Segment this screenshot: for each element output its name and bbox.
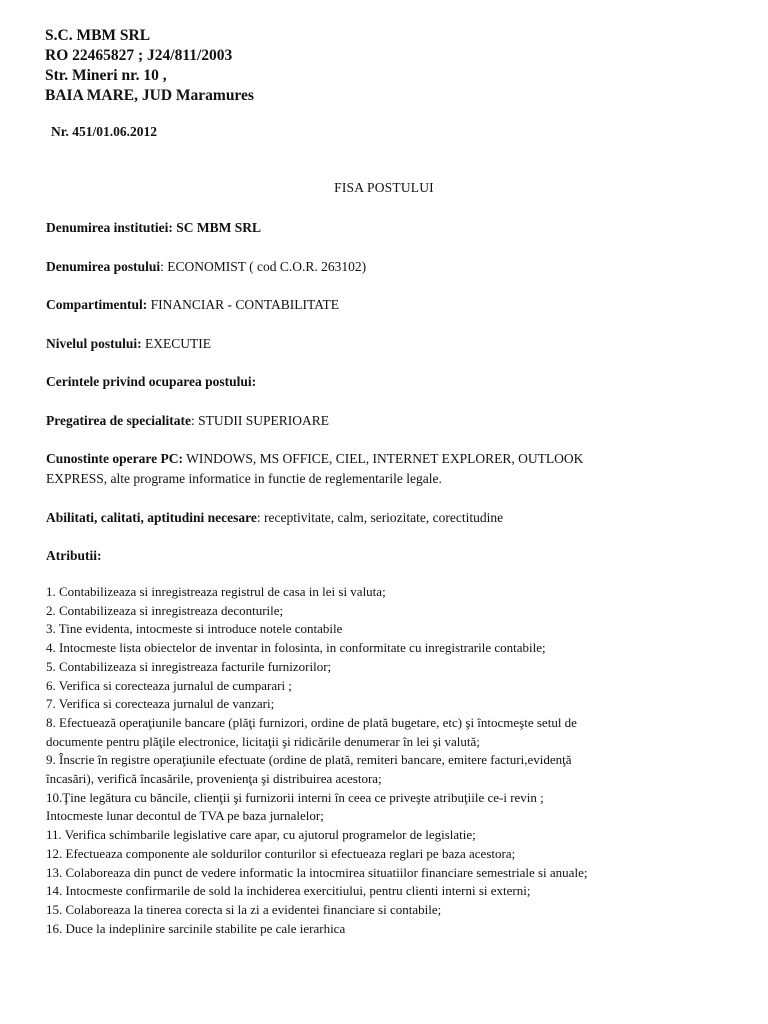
atributie-line: 14. Intocmeste confirmarile de sold la inchiderea exercitiului, pentru clienti interni si externi; — [46, 883, 531, 899]
field-value: WINDOWS, MS OFFICE, CIEL, INTERNET EXPLORER, OUTLOOK — [182, 451, 584, 466]
company-name: S.C. MBM SRL — [45, 27, 151, 44]
atributie-line: 8. Efectuează operaţiunile bancare (plăţi furnizori, ordine de plată bugetare, etc) şi întocmeşte setul de — [46, 714, 577, 730]
atributie-line: 7. Verifica si corecteaza jurnalul de vanzari; — [46, 696, 275, 712]
atributie-line: 4. Intocmeste lista obiectelor de inventar in folosinta, in conformitate cu inregistrarile contabile; — [46, 640, 546, 656]
atributie-line: 5. Contabilizeaza si inregistreaza facturile furnizorilor; — [46, 658, 332, 674]
field-post — [46, 257, 736, 277]
field-label: Compartimentul: — [46, 297, 148, 312]
atributie-line: 13. Colaboreaza din punct de vedere informatic la intocmirea situatiilor financiare semestriale si anuale; — [46, 864, 588, 880]
field-compartiment — [46, 295, 736, 315]
field-pregatire — [46, 411, 736, 431]
field-cunostinte — [46, 449, 736, 489]
company-registration: RO 22465827 ; J24/811/2003 — [45, 47, 233, 64]
field-abilitati — [46, 508, 736, 528]
field-label: Cerintele privind ocuparea postului: — [46, 374, 257, 389]
field-atributii — [46, 546, 736, 566]
field-value: : ECONOMIST ( cod C.O.R. 263102) — [160, 259, 367, 274]
document-number: Nr. 451/01.06.2012 — [51, 124, 158, 139]
document-title: FISA POSTULUI — [334, 180, 434, 195]
atributie-line: 11. Verifica schimbarile legislative care apar, cu ajutorul programelor de legislatie; — [46, 827, 476, 843]
atributie-line: 12. Efectueaza componente ale soldurilor conturilor si efectueaza reglari pe baza acestora; — [46, 845, 516, 861]
atributie-line: 15. Colaboreaza la tinerea corecta si la zi a evidentei financiare si contabile; — [46, 901, 442, 917]
atributie-line: 2. Contabilizeaza si inregistreaza deconturile; — [46, 602, 284, 618]
atributie-line: documente pentru plăţile electronice, licitaţii şi ridicările denumerar în lei şi valută; — [46, 733, 480, 749]
atributie-line: 10.Ţine legătura cu băncile, clienţii şi furnizorii interni în ceea ce priveşte atribuţiile ce-i revin ; — [46, 789, 544, 805]
company-header — [45, 26, 254, 106]
atributie-line: 3. Tine evidenta, intocmeste si introduce notele contabile — [46, 621, 343, 637]
atributie-line: 9. Înscrie în registre operaţiunile efectuate (ordine de plată, remiteri bancare, emitere facturi,evidenţă — [46, 752, 572, 768]
field-label: Nivelul postului: — [46, 336, 142, 351]
company-street: Str. Mineri nr. 10 , — [45, 67, 167, 84]
field-cerinte — [46, 372, 736, 392]
field-label: Pregatirea de specialitate — [46, 413, 191, 428]
field-value: EXECUTIE — [141, 336, 212, 351]
atributii-list — [46, 583, 746, 938]
company-city: BAIA MARE, JUD Maramures — [45, 87, 254, 104]
field-label: Atributii: — [46, 548, 102, 563]
field-nivel — [46, 334, 736, 354]
field-value: FINANCIAR - CONTABILITATE — [147, 297, 339, 312]
field-label: Denumirea postului — [46, 259, 161, 274]
atributie-line: Intocmeste lunar decontul de TVA pe baza jurnalelor; — [46, 808, 324, 824]
field-label: Abilitati, calitati, aptitudini necesare — [46, 510, 257, 525]
field-label: Denumirea institutiei: SC MBM SRL — [46, 220, 261, 235]
field-institutie — [46, 218, 736, 238]
atributie-line: 16. Duce la indeplinire sarcinile stabilite pe cale ierarhica — [46, 920, 346, 936]
atributie-line: încasări), verifică încasările, provenienţa şi distribuirea acestora; — [46, 771, 382, 787]
atributie-line: 6. Verifica si corecteaza jurnalul de cumparari ; — [46, 677, 292, 693]
field-label: Cunostinte operare PC: — [46, 451, 183, 466]
field-value-continued: EXPRESS, alte programe informatice in functie de reglementarile legale. — [46, 471, 442, 486]
field-value: : receptivitate, calm, seriozitate, corectitudine — [256, 510, 504, 525]
field-value: : STUDII SUPERIOARE — [190, 413, 329, 428]
atributie-line: 1. Contabilizeaza si inregistreaza registrul de casa in lei si valuta; — [46, 584, 386, 599]
